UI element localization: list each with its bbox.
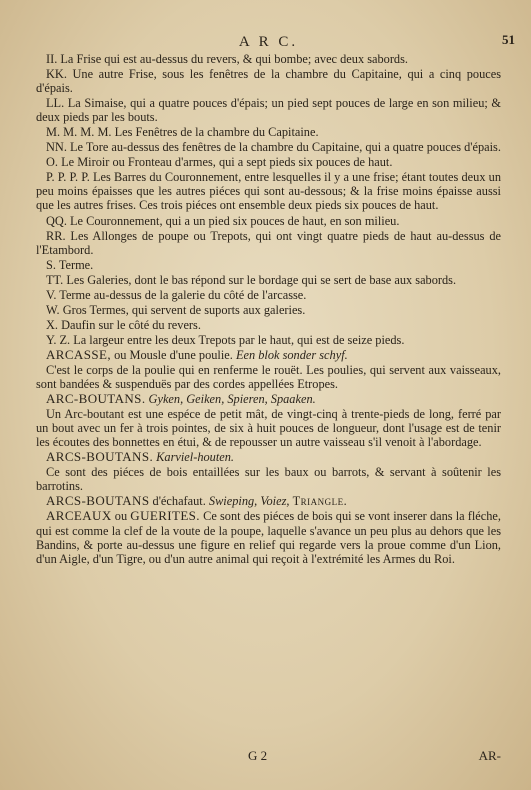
legend-item-rr: RR. Les Allonges de poupe ou Trepots, qui ont vingt quatre pieds de haut au-dessus de l'Etambord. (36, 228, 501, 257)
entry-arcs-boutans-body: Ce sont des piéces de bois entaillées sur les baux ou barrots, & servant à soûtenir les barrotins. (36, 465, 501, 494)
legend-item-tt: TT. Les Galeries, dont le bas répond sur le bordage qui se sert de base aux sabords. (46, 272, 457, 287)
entry-lemma: ARCEAUX (46, 508, 112, 524)
legend-item-nn: NN. Le Tore au-dessus des fenêtres de la chambre du Capitaine, qui a quatre pouces d'épais. (46, 140, 501, 155)
entry-lemma: ARC-BOUTANS. (46, 391, 146, 407)
signature-mark: G 2 (248, 748, 268, 763)
entry-body: Ce sont des piéces de bois qui se vont inserer dans la fléche, qui est comme la clef de la voute de la poupe, laquelle s'avance un peu plus au dehors que les Bandins, & porte au-dessus une figure en relief qui regarde vers la proue comme d'un Lion, d'un Aigle, d'un Tigre, ou d'un autre animal qui reçoit à l'extrémité les Armes du Roi. (36, 509, 501, 566)
entry-dutch-term: Swieping, Voiez, (208, 494, 293, 509)
page-body (36, 52, 501, 566)
catchword: AR- (478, 748, 501, 763)
running-head: A R C. (238, 34, 299, 50)
entry-gloss: ou Mousle d'une poulie. (110, 347, 236, 362)
entry-gloss: d'échafaut. (149, 494, 209, 509)
legend-item-ll: LL. La Simaise, qui a quatre pouces d'épais; un pied sept pouces de large en son milieu; & deux pieds par les bouts. (36, 96, 501, 125)
legend-item-x: X. Daufin sur le côté du revers. (46, 317, 201, 332)
cross-reference: Triangle. (292, 494, 348, 509)
page-header (36, 32, 515, 50)
entry-lemma: ARCS-BOUTANS. (46, 449, 154, 465)
legend-item-v: V. Terme au-dessus de la galerie du côté de l'arcasse. (46, 287, 307, 302)
legend-item-yz: Y. Z. La largeur entre les deux Trepots par le haut, qui est de seize pieds. (46, 332, 405, 347)
legend-item-p: P. P. P. P. Les Barres du Couronnement, entre lesquelles il y a une frise; étant toutes deux un peu moins épaisses que les autres piéces qui sont au-dessous; & la frise moins épaisse aussi que les autres frises. Ces trois piéces ont ensemble deux pieds six pouces de haut. (36, 170, 501, 213)
entry-arc-boutans-body: Un Arc-boutant est une espéce de petit mât, de vingt-cinq à trente-pieds de long, ferré par un bout avec un fer à trois pointes, de six à huit pouces de longueur, dont l'usage est de tenir les écoutes des bonnettes en étui, & de repousser un autre vaisseau s'il venoit à l'abordage. (36, 407, 501, 450)
entry-dutch-term: Karviel-houten. (153, 450, 234, 465)
entry-lemma: ARCASSE, (46, 346, 111, 362)
page-footer (0, 748, 531, 764)
entry-arcs-boutans-echafaut (36, 494, 501, 508)
entry-dutch-term: Een blok sonder schyf. (235, 347, 348, 362)
entry-lemma: ARCS-BOUTANS (46, 493, 150, 509)
entry-arcasse-body: C'est le corps de la poulie qui en renferme le rouët. Les poulies, qui servent aux vaisseaux, sont bandées & suspenduës par des cordes appellées Etropes. (36, 362, 501, 392)
entry-dutch-term: Gyken, Geiken, Spieren, Spaaken. (145, 392, 316, 407)
page-number: 51 (502, 32, 515, 47)
legend-item-qq: QQ. Le Couronnement, qui a un pied six pouces de haut, en son milieu. (46, 213, 400, 228)
entry-lemma-alt: GUERITES. (130, 508, 200, 524)
legend-item-w: W. Gros Termes, qui servent de suports aux galeries. (46, 302, 306, 317)
entry-gloss: ou (111, 509, 131, 524)
legend-item-m: M. M. M. M. Les Fenêtres de la chambre du Capitaine. (46, 125, 319, 140)
entry-arc-boutans-head (36, 392, 501, 406)
legend-item-ii: II. La Frise qui est au-dessus du revers, & qui bombe; avec deux sabords. (46, 52, 408, 66)
legend-item-s: S. Terme. (46, 257, 94, 272)
legend-item-kk: KK. Une autre Frise, sous les fenêtres de la chambre du Capitaine, qui a cinq pouces d'épais. (36, 67, 501, 96)
entry-arcasse-head (36, 348, 501, 362)
legend-item-o: O. Le Miroir ou Fronteau d'armes, qui a sept pieds six pouces de haut. (46, 155, 393, 170)
entry-arceaux (36, 509, 501, 565)
entry-arcs-boutans-head (36, 450, 501, 464)
